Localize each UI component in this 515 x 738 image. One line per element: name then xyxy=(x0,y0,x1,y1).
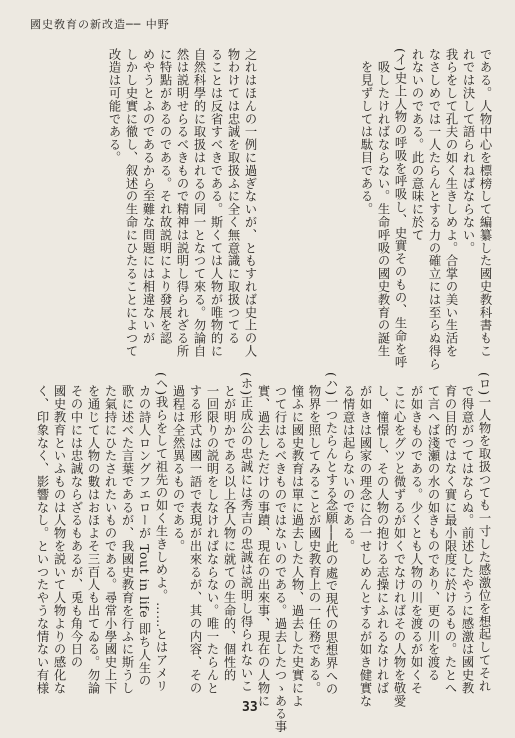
text-line: カの詩人ロングフエローが Tout in life 即ち人生の xyxy=(137,372,151,688)
text-line: 憧ふに國史教育は單に過去した人物、過去した史實によ xyxy=(290,372,304,708)
text-line: く、印象なく、影響なし。といつたやうな情ない有様 xyxy=(35,372,49,695)
text-line: 國史教育といふものは人物を説いて人物よりの感化な xyxy=(52,372,66,695)
text-line: とが明かである以上各人物に就ての生命的、個性的 xyxy=(222,372,236,682)
text-line: (ハ)一つたらんとする念願──此の處で現代の思想界への xyxy=(324,372,338,696)
text-line: しかし史實に徹し、叙述の生命にひたることによつて xyxy=(124,48,138,358)
text-line: れないのである。此の意味に於て xyxy=(410,48,424,242)
text-line: が如きは國家の理念に合一せしめんとするが如き健實な xyxy=(358,372,372,708)
text-line: 育の目的ではなく實に最小限度に於けるもの。たとへ xyxy=(443,372,457,695)
text-line: めやうとふのであるから至難な問題には相違ないが xyxy=(141,48,155,345)
page-number: 33 xyxy=(242,700,258,715)
text-line: する形式は國一語で表現が出來るが、其の内容、その xyxy=(188,372,202,695)
text-line: なさしめでは一人たらんとする力の確立には至らぬ得ら xyxy=(427,48,441,371)
text-line: 一回限りの説明をしなければならない。唯一たらんと xyxy=(205,372,219,695)
text-line: 之れはほんの一例に過ぎないが、ともすれば史上の人 xyxy=(243,48,257,358)
text-line: て言へば淺瀬の水の如きものであり、更の川を渡る xyxy=(426,372,440,682)
text-line: し、憧憬し、その人物の抱ける志操にふれるなければ xyxy=(375,372,389,695)
text-line: た氣持にひたされたいものである。尋常小學國史上下 xyxy=(103,372,117,695)
text-line: れでは決して語られねばならない。 xyxy=(461,48,475,255)
text-line: である。人物中心を標榜して編纂した國史教科書もこ xyxy=(478,48,492,358)
text-line: を見ずしては駄目である。 xyxy=(359,48,373,216)
text-line: で得意がつてはならぬ。前述したやうに感激は國史教 xyxy=(460,372,474,695)
text-line: ることは反省すべきである。斯くては人物が唯物的に xyxy=(209,48,223,358)
text-line: こに心をグツと微ずるが如くでなければその人物を敬愛 xyxy=(392,372,406,708)
text-line: る情意は起らないのである。 xyxy=(341,372,355,553)
text-line: (イ)史上人物の呼吸を呼吸し、史實そのもの、生命を呼 xyxy=(393,48,407,369)
text-line: つて行はるべきものではないのである。過去したつゝある事 xyxy=(273,372,287,734)
text-line: に特點があるのである。それ故説明により發展を認 xyxy=(158,48,172,345)
text-line: 我らをして孔夫の如く生きしめよ。合掌の美い生活を xyxy=(444,48,458,358)
text-column-right xyxy=(263,48,493,371)
text-line: 物界を照してみることが國史教育上の一任務である。 xyxy=(307,372,321,695)
text-line: が如きものである。少くとも人物の川を渡るが如くそ xyxy=(409,372,423,695)
text-line: 歌に述べた言葉であるが、我國史教育を行ふに斯うし xyxy=(120,372,134,695)
text-line: 改造は可能である。 xyxy=(107,48,121,165)
text-line: (ヘ)我らをして祖先の如く生きしめよ。……とはアメリ xyxy=(154,372,168,693)
text-line: その中には忠誠ならざるもあるが、兎も角今日の xyxy=(69,372,83,669)
text-line: 物わけては忠誠を取扱ふに全く無意識に取扱つてる xyxy=(226,48,240,345)
running-header: 國史敎育の新改造── 中野 xyxy=(30,18,170,31)
text-line: 然は説明せらるべきもので精神は説明し得られざる所 xyxy=(175,48,189,358)
text-line: 實、過去しただけの事蹟、現在の出來事、現在の人物に xyxy=(256,372,270,708)
text-line: 吸したければならない。生命呼吸の國史教育の誕生 xyxy=(376,48,390,358)
text-line: を通じて人物の數はおほよそ三百人も出てゐる。勿論 xyxy=(86,372,100,695)
text-line: 過程は全然異るものである。 xyxy=(171,372,185,553)
text-line: (ホ)正成公の忠誠には秀吉の忠誠は説明し得られないこ xyxy=(239,372,253,693)
text-column-left xyxy=(52,48,258,358)
text-line: (ロ)一人物を取扱つても一寸した感激位を想起してそれ xyxy=(477,372,491,693)
text-line: 自然科學的に取扱はれるの同一となつて來る。勿論自 xyxy=(192,48,206,358)
